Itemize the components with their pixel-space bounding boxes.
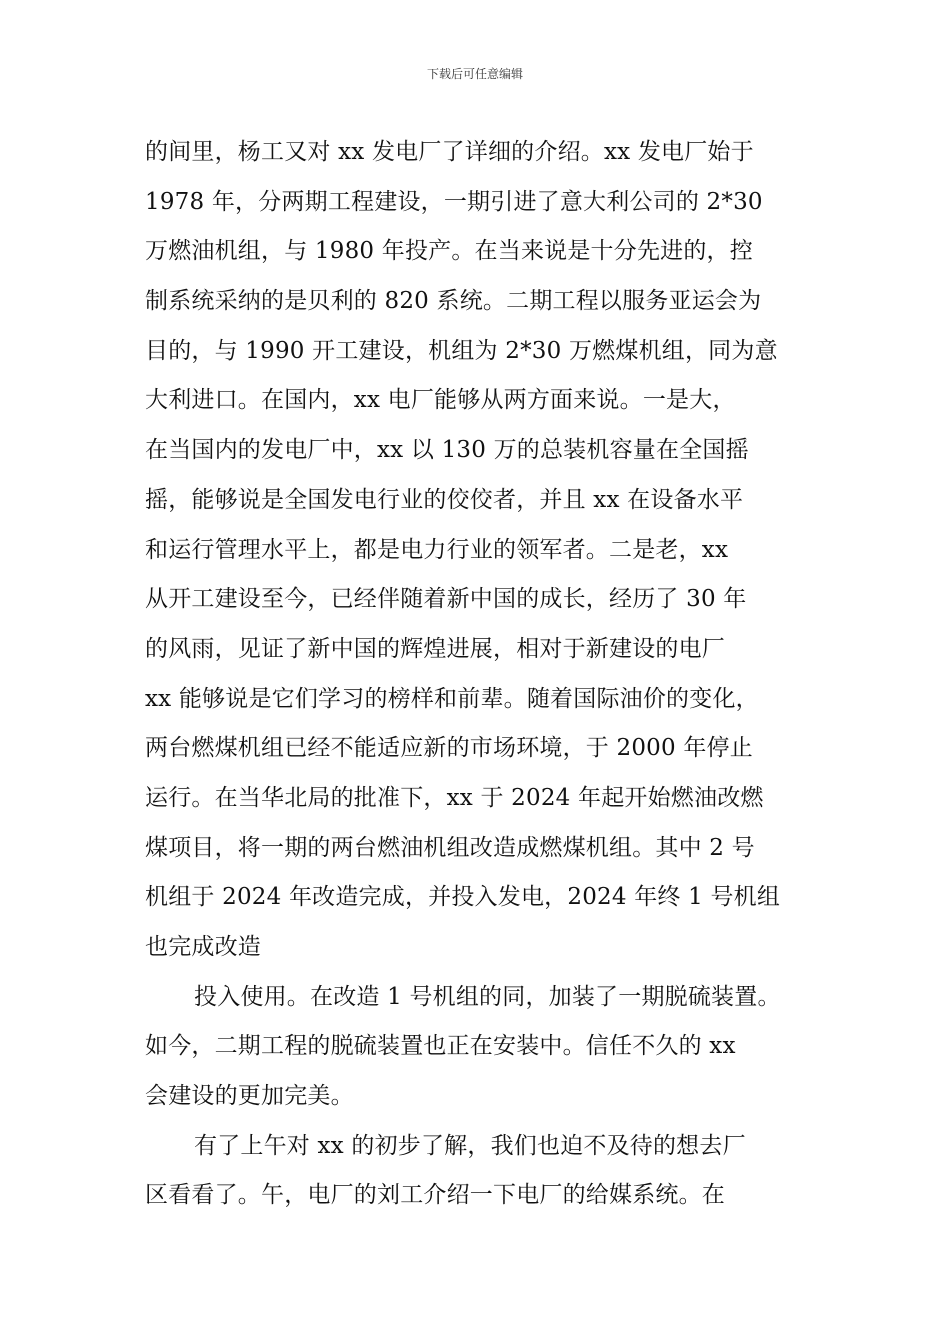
text-line: 机组于 2024 年改造完成，并投入发电，2024 年终 1 号机组 [145, 884, 781, 911]
text-line: 和运行管理水平上，都是电力行业的领军者。二是老，xx [145, 536, 729, 563]
text-line: 万燃油机组，与 1980 年投产。在当来说是十分先进的，控 [145, 238, 753, 265]
text-line: 会建设的更加完美。 [145, 1083, 354, 1110]
text-line: 在当国内的发电厂中，xx 以 130 万的总装机容量在全国摇 [145, 437, 749, 464]
text-line: 两台燃煤机组已经不能适应新的市场环境，于 2000 年停止 [145, 735, 753, 762]
text-line: 摇，能够说是全国发电行业的佼佼者，并且 xx 在设备水平 [145, 486, 744, 513]
text-line: 如今，二期工程的脱硫装置也正在安装中。信任不久的 xx [145, 1033, 736, 1060]
text-line: 煤项目，将一期的两台燃油机组改造成燃煤机组。其中 2 号 [145, 834, 755, 861]
paragraph-first-line: 投入使用。在改造 1 号机组的同，加装了一期脱硫装置。 [194, 983, 781, 1010]
paragraph-first-line: 有了上午对 xx 的初步了解，我们也迫不及待的想去厂 [194, 1132, 746, 1159]
text-line: 制系统采纳的是贝利的 820 系统。二期工程以服务亚运会为 [145, 288, 762, 315]
text-line: 目的，与 1990 开工建设，机组为 2*30 万燃煤机组，同为意 [145, 337, 778, 364]
text-line: 区看看了。午，电厂的刘工介绍一下电厂的给媒系统。在 [145, 1182, 725, 1209]
text-line: 的间里，杨工又对 xx 发电厂了详细的介绍。xx 发电厂始于 [145, 139, 754, 165]
text-line: 也完成改造 [145, 934, 261, 960]
text-line: 大利进口。在国内，xx 电厂能够从两方面来说。一是大， [145, 387, 736, 414]
text-line: 运行。在当华北局的批准下，xx 于 2024 年起开始燃油改燃 [145, 784, 764, 811]
text-line: 从开工建设至今，已经伴随着新中国的成长，经历了 30 年 [145, 586, 747, 613]
document-body [145, 128, 815, 1221]
page-header: 下载后可任意编辑 [426, 67, 523, 81]
text-line: 1978 年，分两期工程建设，一期引进了意大利公司的 2*30 [145, 188, 763, 215]
text-line: xx 能够说是它们学习的榜样和前辈。随着国际油价的变化， [145, 685, 759, 712]
text-line: 的风雨，见证了新中国的辉煌进展，相对于新建设的电厂 [145, 635, 725, 662]
